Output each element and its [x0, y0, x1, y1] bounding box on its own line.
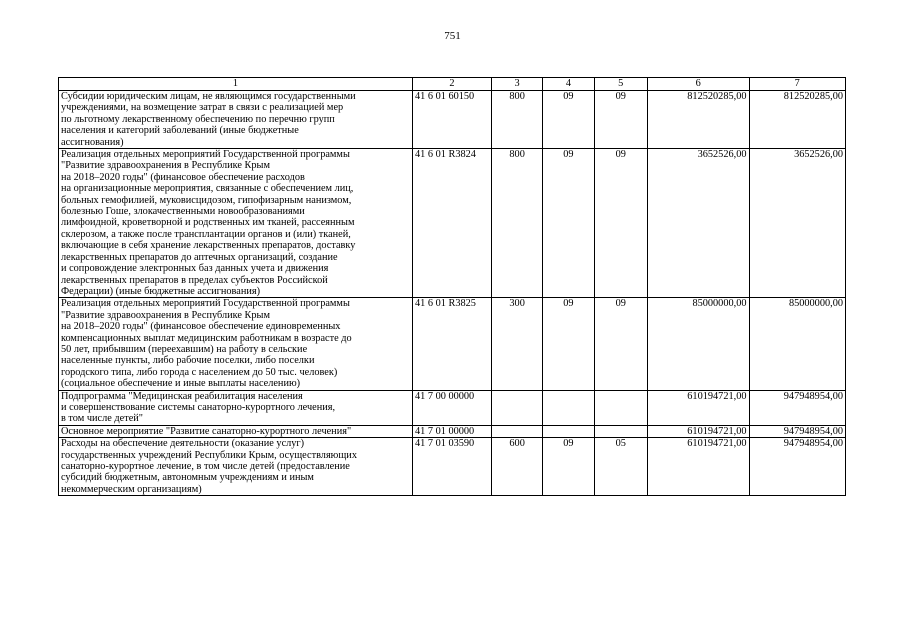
amount-2020-cell: 85000000,00	[749, 298, 846, 390]
description-line: по льготному лекарственному обеспечению по перечню групп	[61, 113, 335, 125]
description-line: включающие в себя хранение лекарственных препаратов, доставку	[61, 240, 356, 252]
subsection-cell: 09	[594, 91, 647, 149]
header-cell-description: 1	[59, 78, 413, 91]
description-line: учреждениями, на возмещение затрат в связи с реализацией мер	[61, 102, 344, 114]
code-cell: 41 6 01 60150	[412, 91, 491, 149]
section-cell: 09	[543, 149, 594, 298]
table-row	[59, 149, 846, 298]
description-line: Подпрограмма "Медицинская реабилитация населения	[61, 390, 303, 402]
type-cell	[491, 390, 542, 425]
table-row	[59, 390, 846, 425]
amount-2020-cell: 812520285,00	[749, 91, 846, 149]
description-line: Реализация отдельных мероприятий Государственной программы	[61, 149, 350, 161]
subsection-cell	[594, 425, 647, 437]
type-cell: 600	[491, 438, 542, 496]
code-cell: 41 7 00 00000	[412, 390, 491, 425]
amount-2019-cell: 85000000,00	[647, 298, 749, 390]
amount-2019-cell: 3652526,00	[647, 149, 749, 298]
description-line: на 2018–2020 годы" (финансовое обеспечение единовременных	[61, 321, 341, 333]
description-line: лекарственных препаратов до аптечных организаций, создание	[61, 251, 338, 263]
description-line: ассигнования)	[61, 136, 124, 148]
description-cell	[59, 149, 413, 298]
section-cell	[543, 425, 594, 437]
description-cell	[59, 438, 413, 496]
type-cell	[491, 425, 542, 437]
type-cell: 800	[491, 91, 542, 149]
description-cell	[59, 298, 413, 390]
description-line: Основное мероприятие "Развитие санаторно-курортного лечения"	[61, 425, 352, 437]
description-line: Субсидии юридическим лицам, не являющимся государственными	[61, 91, 356, 102]
description-line: некоммерческим организациям)	[61, 483, 202, 495]
table-header	[59, 78, 846, 91]
code-cell: 41 6 01 R3824	[412, 149, 491, 298]
description-line: компенсационных выплат медицинским работникам в возрасте до	[61, 332, 352, 344]
description-line: и совершенствование системы санаторно-курортного лечения,	[61, 401, 336, 413]
amount-2020-cell: 3652526,00	[749, 149, 846, 298]
table-body	[59, 91, 846, 496]
description-cell	[59, 91, 413, 149]
header-cell-subsection: 5	[594, 78, 647, 91]
amount-2019-cell: 610194721,00	[647, 425, 749, 437]
description-cell	[59, 390, 413, 425]
subsection-cell: 09	[594, 149, 647, 298]
description-line: государственных учреждений Республики Крым, осуществляющих	[61, 449, 357, 461]
description-line: населения и категорий заболеваний (иные бюджетные	[61, 125, 299, 137]
description-line: городского типа, либо города с населением до 50 тыс. человек)	[61, 366, 338, 378]
header-cell-section: 4	[543, 78, 594, 91]
type-cell: 800	[491, 149, 542, 298]
description-line: санаторно-курортное лечение, в том числе детей (предоставление	[61, 461, 350, 472]
description-line: склерозом, а также после трансплантации органов и (или) тканей,	[61, 228, 351, 240]
description-line: "Развитие здравоохранения в Республике Крым	[61, 309, 270, 321]
header-cell-type: 3	[491, 78, 542, 91]
amount-2020-cell: 947948954,00	[749, 438, 846, 496]
code-cell: 41 7 01 03590	[412, 438, 491, 496]
table-row	[59, 91, 846, 149]
budget-table	[58, 77, 846, 496]
amount-2020-cell: 947948954,00	[749, 390, 846, 425]
description-line: Реализация отдельных мероприятий Государственной программы	[61, 298, 350, 310]
description-line: лекарственных препаратов в пределах субъектов Российской	[61, 274, 328, 286]
amount-2019-cell: 610194721,00	[647, 438, 749, 496]
header-cell-amount-2019: 6	[647, 78, 749, 91]
table-row	[59, 438, 846, 496]
code-cell: 41 7 01 00000	[412, 425, 491, 437]
description-line: субсидий бюджетным, автономным учреждениям и иным	[61, 472, 314, 484]
subsection-cell: 09	[594, 298, 647, 390]
description-line: 50 лет, прибывшим (переехавшим) на работу в сельские	[61, 343, 308, 355]
amount-2019-cell: 610194721,00	[647, 390, 749, 425]
type-cell: 300	[491, 298, 542, 390]
description-cell	[59, 425, 413, 437]
description-line: лимфоидной, кроветворной и родственных им тканей, рассеянным	[61, 217, 355, 229]
section-cell: 09	[543, 438, 594, 496]
page-number: 751	[444, 30, 461, 42]
amount-2019-cell: 812520285,00	[647, 91, 749, 149]
description-line: на организационные мероприятия, связанные с обеспечением лиц,	[61, 183, 354, 195]
section-cell: 09	[543, 298, 594, 390]
header-row	[59, 78, 846, 91]
header-cell-amount-2020: 7	[749, 78, 846, 91]
section-cell: 09	[543, 91, 594, 149]
description-line: населенные пункты, либо рабочие поселки, либо поселки	[61, 355, 315, 367]
description-line: (социальное обеспечение и иные выплаты населению)	[61, 378, 301, 390]
table-row	[59, 298, 846, 390]
description-line: в том числе детей"	[61, 413, 143, 425]
description-line: и сопровождение электронных баз данных учета и движения	[61, 263, 329, 275]
table-row	[59, 425, 846, 437]
description-line: на 2018–2020 годы" (финансовое обеспечение расходов	[61, 171, 305, 183]
description-line: Федерации) (иные бюджетные ассигнования)	[61, 285, 260, 297]
amount-2020-cell: 947948954,00	[749, 425, 846, 437]
description-line: Расходы на обеспечение деятельности (оказание услуг)	[61, 438, 305, 450]
description-line: "Развитие здравоохранения в Республике Крым	[61, 160, 270, 172]
section-cell	[543, 390, 594, 425]
subsection-cell	[594, 390, 647, 425]
subsection-cell: 05	[594, 438, 647, 496]
description-line: болезнью Гоше, злокачественными новообразованиями	[61, 206, 305, 218]
header-cell-code: 2	[412, 78, 491, 91]
code-cell: 41 6 01 R3825	[412, 298, 491, 390]
description-line: больных гемофилией, муковисцидозом, гипофизарным нанизмом,	[61, 194, 352, 206]
